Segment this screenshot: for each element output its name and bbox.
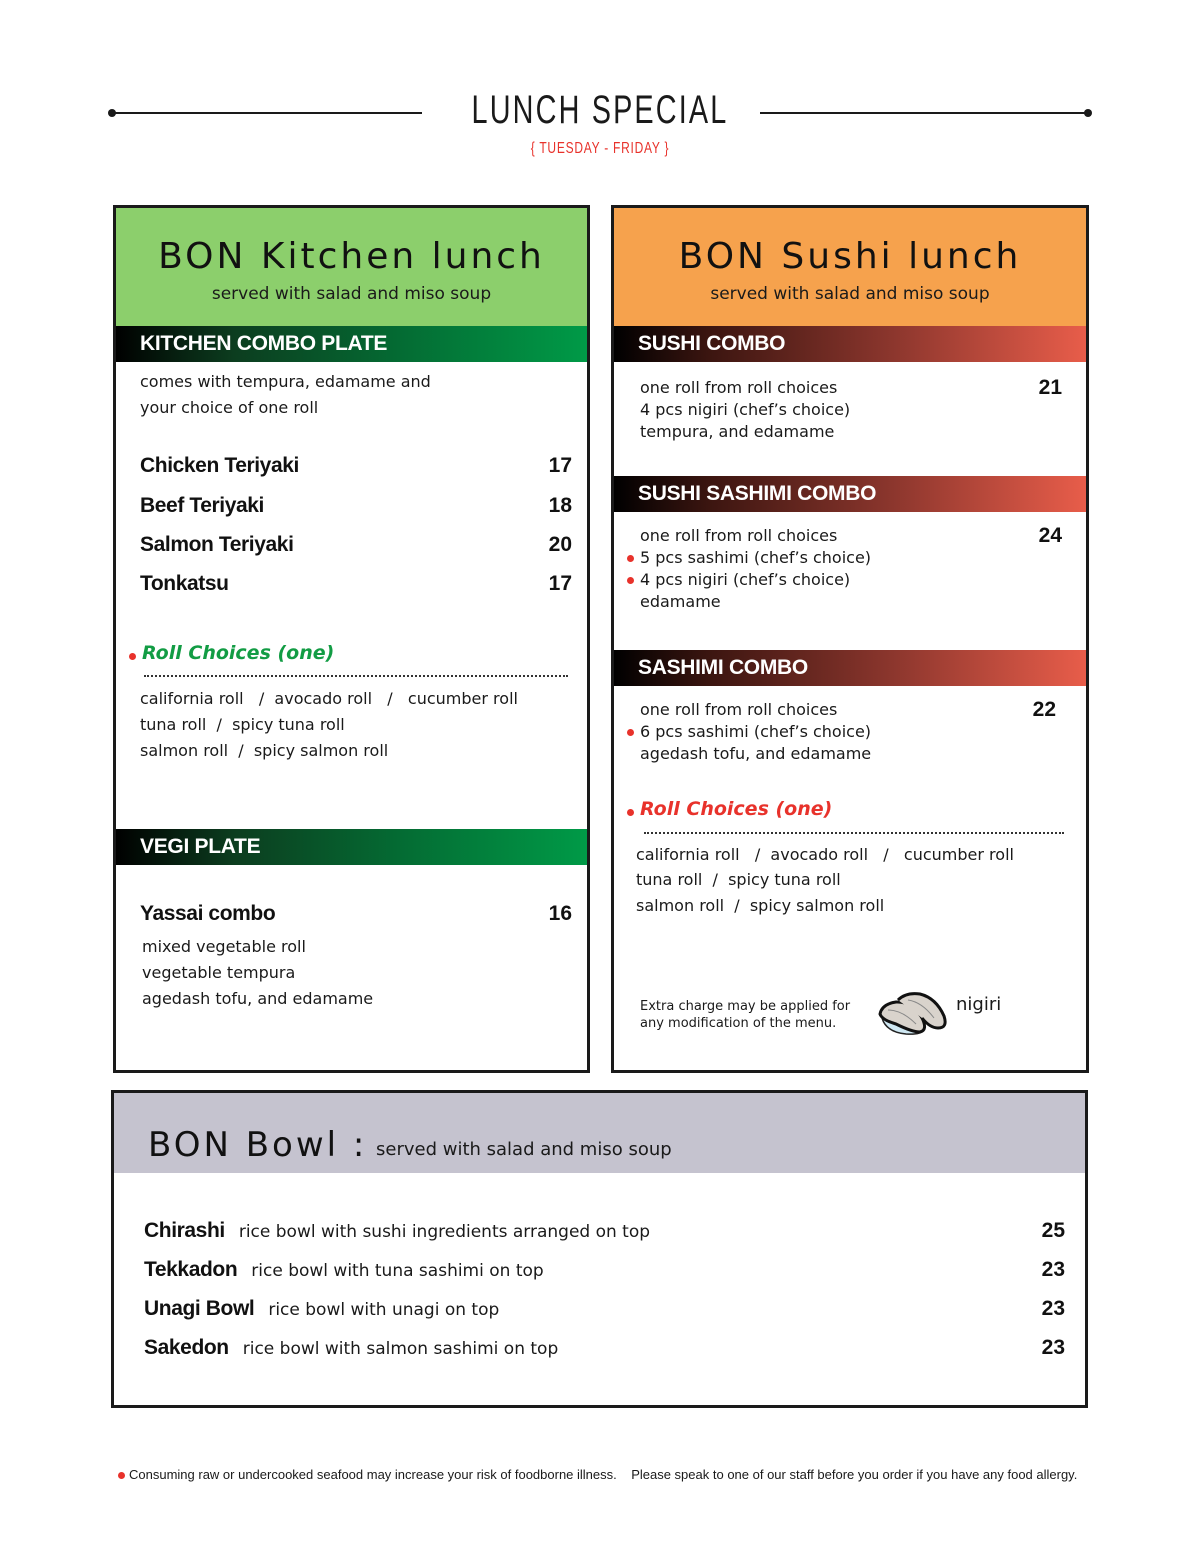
menu-item-price: 20 <box>548 533 572 556</box>
roll-choices-line: tuna roll / spicy tuna roll <box>140 715 345 734</box>
bowl-title: BON Bowl : <box>148 1125 368 1165</box>
sushi-sashimi-combo-band: SUSHI SASHIMI COMBO <box>614 476 1086 512</box>
sushi-card-title: BON Sushi lunch <box>678 236 1022 277</box>
menu-item-price: 17 <box>548 572 572 595</box>
bowl-item-description: rice bowl with tuna sashimi on top <box>251 1261 544 1281</box>
sushi-card-header <box>614 208 1086 326</box>
header-rule-dot-right <box>1084 109 1092 117</box>
sushi-combo-band: SUSHI COMBO <box>614 326 1086 362</box>
roll-choices-line: california roll / avocado roll / cucumber roll <box>140 689 518 708</box>
bowl-item-row <box>144 1336 1065 1366</box>
combo-description-line: comes with tempura, edamame and <box>140 372 431 391</box>
menu-item-name: Salmon Teriyaki <box>140 533 294 556</box>
days-subtitle: { TUESDAY - FRIDAY } <box>530 140 670 157</box>
bowl-item-price: 23 <box>1041 1336 1065 1359</box>
kitchen-card-header <box>116 208 587 326</box>
bowl-item-name: Chirashi <box>144 1219 225 1242</box>
vegi-description-line: agedash tofu, and edamame <box>142 989 374 1008</box>
bowl-header <box>114 1093 1085 1173</box>
section-line: one roll from roll choices <box>640 700 838 719</box>
bowl-item-description: rice bowl with unagi on top <box>268 1300 500 1320</box>
roll-choices-line: california roll / avocado roll / cucumber roll <box>636 845 1014 864</box>
menu-item-name: Yassai combo <box>140 902 276 925</box>
kitchen-combo-band: KITCHEN COMBO PLATE <box>116 326 587 362</box>
menu-item-price: 17 <box>548 454 572 477</box>
bowl-item-row <box>144 1297 1065 1327</box>
sushi-lunch-card <box>611 205 1089 1073</box>
menu-item-name: Beef Teriyaki <box>140 494 264 517</box>
bowl-item-name: Unagi Bowl <box>144 1297 255 1320</box>
section-line: agedash tofu, and edamame <box>640 744 872 763</box>
nigiri-icon <box>876 988 966 1038</box>
modification-note-line: any modification of the menu. <box>640 1016 837 1031</box>
raw-warning-bullet-icon <box>627 729 634 736</box>
bowl-item-name: Tekkadon <box>144 1258 238 1281</box>
section-line: 5 pcs sashimi (chef’s choice) <box>640 548 872 567</box>
menu-item-price: 22 <box>1032 698 1056 721</box>
menu-item-price: 16 <box>548 902 572 925</box>
bon-bowl-card <box>111 1090 1088 1408</box>
bowl-item-row <box>144 1219 1065 1249</box>
roll-choices-heading: Roll Choices (one) <box>640 798 833 820</box>
dotted-divider <box>144 675 568 677</box>
footnote <box>118 1467 1077 1482</box>
vegi-description-line: mixed vegetable roll <box>142 937 306 956</box>
section-line: 6 pcs sashimi (chef’s choice) <box>640 722 872 741</box>
raw-warning-bullet-icon <box>118 1472 125 1479</box>
section-line: 4 pcs nigiri (chef’s choice) <box>640 400 851 419</box>
bowl-subtitle: served with salad and miso soup <box>376 1139 672 1160</box>
menu-item-price: 18 <box>548 494 572 517</box>
roll-choices-line: salmon roll / spicy salmon roll <box>140 741 389 760</box>
section-line: edamame <box>640 592 721 611</box>
roll-choices-heading: Roll Choices (one) <box>142 642 335 664</box>
bowl-item-description: rice bowl with salmon sashimi on top <box>242 1339 559 1359</box>
menu-item-name: Tonkatsu <box>140 572 229 595</box>
section-line: one roll from roll choices <box>640 378 838 397</box>
page-title: LUNCH SPECIAL <box>471 88 729 132</box>
nigiri-label: nigiri <box>956 994 1002 1015</box>
menu-item-price: 21 <box>1038 376 1062 399</box>
footnote-text: Consuming raw or undercooked seafood may increase your risk of foodborne illness. Please speak to one of our staff before you order if you have any food allergy. <box>129 1467 1078 1482</box>
bowl-item-price: 23 <box>1041 1297 1065 1320</box>
bowl-item-name: Sakedon <box>144 1336 229 1359</box>
bowl-item-price: 25 <box>1041 1219 1065 1242</box>
section-line: tempura, and edamame <box>640 422 835 441</box>
roll-choices-line: tuna roll / spicy tuna roll <box>636 870 841 889</box>
section-line: 4 pcs nigiri (chef’s choice) <box>640 570 851 589</box>
kitchen-lunch-card <box>113 205 590 1073</box>
menu-item-price: 24 <box>1038 524 1062 547</box>
bowl-item-description: rice bowl with sushi ingredients arranged on top <box>238 1222 651 1242</box>
modification-note-line: Extra charge may be applied for <box>640 999 851 1014</box>
combo-description-line: your choice of one roll <box>140 398 319 417</box>
raw-warning-bullet-icon <box>627 555 634 562</box>
menu-item-name: Chicken Teriyaki <box>140 454 299 477</box>
raw-warning-bullet-icon <box>129 653 136 660</box>
sashimi-combo-band: SASHIMI COMBO <box>614 650 1086 686</box>
raw-warning-bullet-icon <box>627 809 634 816</box>
kitchen-card-title: BON Kitchen lunch <box>158 236 545 277</box>
vegi-plate-band: VEGI PLATE <box>116 829 587 865</box>
sushi-card-subtitle: served with salad and miso soup <box>710 284 990 304</box>
section-line: one roll from roll choices <box>640 526 838 545</box>
bowl-item-row <box>144 1258 1065 1288</box>
kitchen-card-subtitle: served with salad and miso soup <box>211 284 492 304</box>
dotted-divider <box>644 832 1064 834</box>
page-header <box>0 0 1200 180</box>
vegi-description-line: vegetable tempura <box>142 963 296 982</box>
bowl-item-price: 23 <box>1041 1258 1065 1281</box>
header-rule-dot-left <box>108 109 116 117</box>
raw-warning-bullet-icon <box>627 577 634 584</box>
roll-choices-line: salmon roll / spicy salmon roll <box>636 896 885 915</box>
